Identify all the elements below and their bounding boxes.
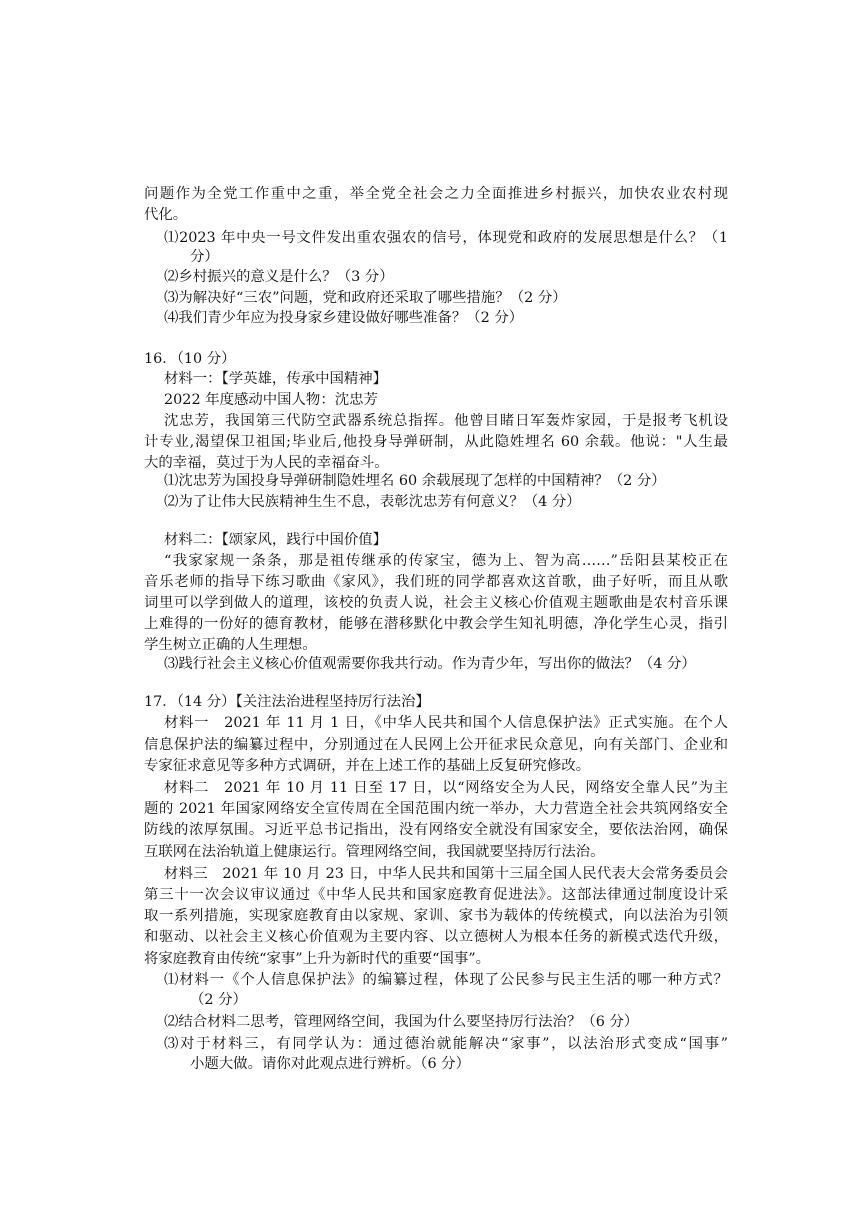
q17-material3-line: 和驱动、以社会主义核心价值观为主要内容、以立德树人为根本任务的新模式迭代升级， <box>144 929 728 945</box>
q17-sub3-cont: 小题大做。请你对此观点进行辨析。（6 分） <box>190 1056 470 1072</box>
q17-material1-line: 信息保护法的编纂过程中，分别通过在人民网上公开征求民众意见，向有关部门、企业和 <box>144 737 728 753</box>
q15-sub4: ⑷我们青少年应为投身家乡建设做好哪些准备？（2 分） <box>164 310 524 326</box>
q17-material2-line: 防线的浓厚氛围。习近平总书记指出，没有网络安全就没有国家安全，要依法治网，确保 <box>144 822 728 838</box>
q16-material2-line: 学生树立正确的人生理想。 <box>144 637 317 653</box>
q16-sub3: ⑶践行社会主义核心价值观需要你我共行动。作为青少年，写出你的做法？（4 分） <box>164 656 696 672</box>
q17-material1-line: 材料一 2021 年 11 月 1 日，《中华人民共和国个人信息保护法》正式实施。在个人 <box>164 715 728 731</box>
q15-sub1-cont: 分） <box>190 249 219 265</box>
q15-sub2: ⑵乡村振兴的意义是什么？（3 分） <box>164 269 394 285</box>
q17-material2-line: 材料二 2021 年 10 月 11 日至 17 日，以“网络安全为人民，网络安全靠人民”为主 <box>164 780 728 796</box>
q17-material3-line: 第三十一次会议审议通过《中华人民共和国家庭教育促进法》。这部法律通过制度设计采 <box>144 887 728 903</box>
q16-material1-line: 计专业,渴望保卫祖国;毕业后,他投身导弹研制，从此隐姓埋名 60 余载。他说："人生最 <box>144 434 728 450</box>
intro-line: 代化。 <box>144 207 188 223</box>
q16-material2-line: 词里可以学到做人的道理，该校的负责人说，社会主义核心价值观主题歌曲是农村音乐课 <box>144 595 728 611</box>
q16-material2-line: 上难得的一份好的德育教材，能够在潜移默化中教会学生知礼明德，净化学生心灵，指引 <box>144 616 728 632</box>
q17-sub3: ⑶对于材料三，有同学认为：通过德治就能解决“家事”，以法治形式变成“国事” <box>164 1036 728 1052</box>
q16-header: 16．（10 分） <box>144 351 236 367</box>
q17-material3-line: 取一系列措施，实现家庭教育由以家规、家训、家书为载体的传统模式，向以法治为引领 <box>144 908 728 924</box>
q16-material1-line: 沈忠芳，我国第三代防空武器系统总指挥。他曾目睹日军轰炸家园，于是报考飞机设 <box>164 413 728 429</box>
q16-material1-line: 大的幸福，莫过于为人民的幸福奋斗。 <box>144 455 389 471</box>
q17-sub2: ⑵结合材料二思考，管理网络空间，我国为什么要坚持厉行法治？（6 分） <box>164 1014 639 1030</box>
q15-sub3: ⑶为解决好“三农”问题，党和政府还采取了哪些措施？（2 分） <box>164 290 567 306</box>
q17-material3-line: 材料三 2021 年 10 月 23 日，中华人民共和国第十三届全国人民代表大会常务委员会 <box>164 866 728 882</box>
q17-material2-line: 题的 2021 年国家网络安全宣传周在全国范围内统一举办，大力营造全社会共筑网络安全 <box>144 801 728 817</box>
q17-material2-line: 互联网在法治轨道上健康运行。管理网络空间，我国就要坚持厉行法治。 <box>144 844 605 860</box>
q17-header: 17．（14 分）【关注法治进程坚持厉行法治】 <box>144 694 430 710</box>
q16-material1-title: 材料一：【学英雄，传承中国精神】 <box>164 371 388 387</box>
intro-line: 问题作为全党工作重中之重，举全党全社会之力全面推进乡村振兴，加快农业农村现 <box>144 186 728 202</box>
q16-material2-title: 材料二：【颂家风，践行中国价值】 <box>164 532 388 548</box>
q16-material2-line: 音乐老师的指导下练习歌曲《家风》，我们班的同学都喜欢这首歌，曲子好听，而且从歌 <box>144 574 728 590</box>
q17-material1-line: 专家征求意见等多种方式调研，并在上述工作的基础上反复研究修改。 <box>144 758 591 774</box>
q16-material1-subtitle: 2022 年度感动中国人物：沈忠芳 <box>164 392 378 408</box>
q17-sub1: ⑴材料一《个人信息保护法》的编纂过程，体现了公民参与民主生活的哪一种方式？ <box>164 972 728 988</box>
q16-sub1: ⑴沈忠芳为国投身导弹研制隐姓埋名 60 余载展现了怎样的中国精神？（2 分） <box>164 473 666 489</box>
q15-sub1: ⑴2023 年中央一号文件发出重农强农的信号，体现党和政府的发展思想是什么？（1 <box>164 230 728 246</box>
q17-sub1-cont: （2 分） <box>190 992 247 1008</box>
q16-material2-line: “我家家规一条条，那是祖传继承的传家宝，德为上、智为高……”岳阳县某校正在 <box>164 553 728 569</box>
q17-material3-line: 将家庭教育由传统“家事”上升为新时代的重要“国事”。 <box>144 951 491 967</box>
q16-sub2: ⑵为了让伟大民族精神生生不息，表彰沈忠芳有何意义？（4 分） <box>164 494 581 510</box>
